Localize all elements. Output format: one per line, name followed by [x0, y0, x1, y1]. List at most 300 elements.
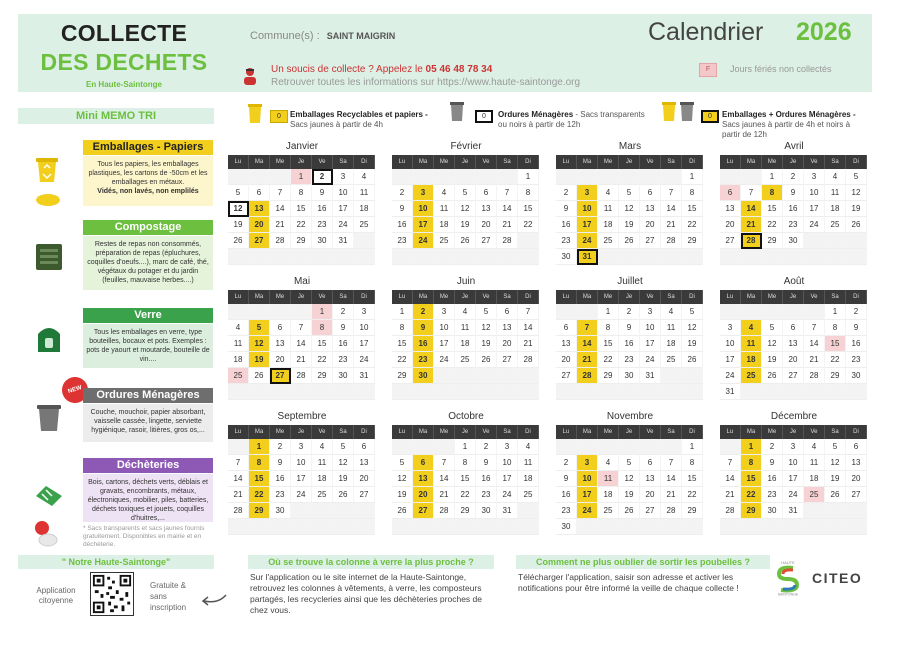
day-cell: 5: [228, 185, 249, 201]
day-cell: 8: [291, 185, 312, 201]
empty-day-cell: [455, 169, 476, 185]
grey-bin-icon: [32, 400, 66, 434]
empty-day-cell: [249, 249, 270, 265]
empty-day-cell: [762, 304, 783, 320]
qr-code[interactable]: [90, 572, 134, 616]
day-cell: 15: [682, 471, 703, 487]
free-label: Gratuite & sans inscription: [150, 581, 187, 612]
day-cell: 7: [804, 320, 825, 336]
month-6: [556, 276, 704, 400]
day-cell: 28: [661, 233, 682, 249]
category-compostage-head: Compostage: [83, 220, 213, 235]
weekday-header: Ma: [577, 425, 598, 439]
day-cell: 1: [741, 439, 762, 455]
empty-day-cell: [354, 519, 375, 535]
day-cell: 7: [497, 185, 518, 201]
day-cell: 30: [619, 368, 640, 384]
empty-day-cell: [577, 384, 598, 400]
day-cell: 15: [741, 471, 762, 487]
weekday-header: Di: [354, 425, 375, 439]
weekday-header: Me: [270, 155, 291, 169]
day-cell: 10: [354, 320, 375, 336]
day-cell: 10: [804, 185, 825, 201]
month-grid: [392, 290, 540, 400]
empty-day-cell: [291, 503, 312, 519]
empty-day-cell: [434, 249, 455, 265]
day-cell: 7: [270, 185, 291, 201]
empty-day-cell: [825, 519, 846, 535]
month-4: [228, 276, 376, 400]
empty-day-cell: [640, 249, 661, 265]
day-cell: 22: [455, 487, 476, 503]
weekday-header: Sa: [497, 425, 518, 439]
empty-day-cell: [741, 519, 762, 535]
day-cell: 16: [392, 217, 413, 233]
day-cell: 21: [518, 336, 539, 352]
day-cell: 30: [762, 503, 783, 519]
weekday-header: Di: [682, 155, 703, 169]
empty-day-cell: [270, 304, 291, 320]
day-cell: 31: [577, 249, 598, 265]
month-name: Février: [450, 141, 482, 152]
day-cell: 6: [720, 185, 741, 201]
category-om-head: Ordures Ménagères: [83, 388, 213, 403]
legend-both-sub: Sacs jaunes à partir de 4h et noirs à partir de 12h: [722, 120, 851, 139]
day-cell: 9: [312, 185, 333, 201]
day-cell: 19: [392, 487, 413, 503]
empty-day-cell: [413, 439, 434, 455]
empty-day-cell: [392, 249, 413, 265]
category-emballages-head: Emballages - Papiers: [83, 140, 213, 155]
empty-day-cell: [556, 304, 577, 320]
empty-day-cell: [434, 384, 455, 400]
day-cell: 20: [476, 217, 497, 233]
day-cell: 27: [270, 368, 291, 384]
month-name: Janvier: [285, 141, 319, 152]
weekday-header: Je: [455, 155, 476, 169]
day-cell: 6: [640, 185, 661, 201]
month-7: [720, 276, 868, 400]
day-cell: 5: [455, 185, 476, 201]
brand-line-2: DES DECHETS: [40, 49, 208, 75]
day-cell: 22: [598, 352, 619, 368]
day-cell: 23: [392, 233, 413, 249]
weekday-header: Lu: [228, 425, 249, 439]
day-cell: 21: [434, 487, 455, 503]
yellow-bag-icon: [34, 190, 62, 208]
q1-title: Où se trouve la colonne à verre la plus proche ?: [248, 555, 494, 569]
day-cell: 21: [291, 352, 312, 368]
weekday-header: Me: [434, 290, 455, 304]
day-cell: 14: [228, 471, 249, 487]
header-band: [18, 14, 872, 92]
day-cell: 19: [682, 336, 703, 352]
day-cell: 4: [434, 185, 455, 201]
day-cell: 18: [825, 201, 846, 217]
day-cell: 1: [249, 439, 270, 455]
day-cell: 27: [497, 352, 518, 368]
day-cell: 3: [333, 169, 354, 185]
day-cell: 14: [741, 201, 762, 217]
day-cell: 13: [354, 455, 375, 471]
weekday-header: Me: [434, 155, 455, 169]
day-cell: 23: [783, 217, 804, 233]
day-cell: 30: [476, 503, 497, 519]
day-cell: 19: [846, 201, 867, 217]
day-cell: 14: [497, 201, 518, 217]
month-0: [228, 141, 376, 265]
month-grid: [556, 290, 704, 400]
day-cell: 19: [228, 217, 249, 233]
day-cell: 17: [354, 336, 375, 352]
day-cell: 12: [825, 455, 846, 471]
contact-phone[interactable]: 05 46 48 78 34: [425, 64, 493, 75]
day-cell: 9: [333, 320, 354, 336]
empty-day-cell: [762, 384, 783, 400]
empty-day-cell: [228, 384, 249, 400]
day-cell: 8: [682, 185, 703, 201]
weekday-header: Lu: [720, 425, 741, 439]
weekday-header: Lu: [720, 155, 741, 169]
day-cell: 24: [434, 352, 455, 368]
day-cell: 12: [455, 201, 476, 217]
day-cell: 2: [556, 185, 577, 201]
empty-day-cell: [228, 169, 249, 185]
q2-title: Comment ne plus oublier de sortir les poubelles ?: [516, 555, 770, 569]
day-cell: 25: [598, 233, 619, 249]
month-name: Novembre: [606, 411, 654, 422]
day-cell: 3: [577, 455, 598, 471]
day-cell: 18: [354, 201, 375, 217]
day-cell: 7: [741, 185, 762, 201]
empty-day-cell: [228, 519, 249, 535]
legend-yellow-text: [290, 110, 440, 130]
empty-day-cell: [804, 503, 825, 519]
empty-day-cell: [455, 519, 476, 535]
empty-day-cell: [354, 384, 375, 400]
empty-day-cell: [741, 249, 762, 265]
decheterie-icon: [32, 476, 66, 510]
weekday-header: Je: [455, 425, 476, 439]
day-cell: 9: [762, 455, 783, 471]
empty-day-cell: [228, 439, 249, 455]
empty-day-cell: [741, 169, 762, 185]
day-cell: 16: [270, 471, 291, 487]
day-cell: 10: [720, 336, 741, 352]
day-cell: 23: [846, 352, 867, 368]
empty-day-cell: [661, 169, 682, 185]
day-cell: 17: [434, 336, 455, 352]
day-cell: 19: [619, 487, 640, 503]
day-cell: 24: [640, 352, 661, 368]
day-cell: 1: [762, 169, 783, 185]
day-cell: 11: [312, 455, 333, 471]
day-cell: 26: [762, 368, 783, 384]
day-cell: 6: [249, 185, 270, 201]
weekday-header: Ma: [249, 155, 270, 169]
day-cell: 27: [413, 503, 434, 519]
day-cell: 4: [518, 439, 539, 455]
month-8: [228, 411, 376, 535]
empty-day-cell: [556, 169, 577, 185]
day-cell: 22: [518, 217, 539, 233]
day-cell: 20: [249, 217, 270, 233]
day-cell: 28: [661, 503, 682, 519]
empty-day-cell: [392, 519, 413, 535]
weekday-header: Me: [762, 155, 783, 169]
day-cell: 17: [720, 352, 741, 368]
day-cell: 28: [270, 233, 291, 249]
empty-day-cell: [598, 519, 619, 535]
day-cell: 14: [270, 201, 291, 217]
day-cell: 26: [619, 233, 640, 249]
day-cell: 12: [619, 471, 640, 487]
empty-day-cell: [556, 384, 577, 400]
day-cell: 9: [556, 201, 577, 217]
weekday-header: Je: [291, 290, 312, 304]
day-cell: 28: [518, 352, 539, 368]
day-cell: 17: [413, 217, 434, 233]
day-cell: 2: [270, 439, 291, 455]
citeo-logo: CITEO: [812, 570, 863, 586]
glass-container-icon: [32, 320, 66, 354]
empty-day-cell: [661, 384, 682, 400]
day-cell: 1: [392, 304, 413, 320]
weekday-header: Ve: [312, 155, 333, 169]
weekday-header: Lu: [392, 290, 413, 304]
day-cell: 18: [228, 352, 249, 368]
day-cell: 2: [762, 439, 783, 455]
day-cell: 22: [312, 352, 333, 368]
month-grid: [720, 290, 868, 400]
empty-day-cell: [497, 519, 518, 535]
day-cell: 21: [661, 487, 682, 503]
day-cell: 22: [249, 487, 270, 503]
empty-day-cell: [804, 304, 825, 320]
day-cell: 14: [720, 471, 741, 487]
weekday-header: Sa: [333, 155, 354, 169]
day-cell: 2: [392, 185, 413, 201]
day-cell: 29: [741, 503, 762, 519]
day-cell: 22: [741, 487, 762, 503]
day-cell: 1: [682, 439, 703, 455]
day-cell: 20: [413, 487, 434, 503]
empty-day-cell: [825, 233, 846, 249]
weekday-header: Lu: [556, 290, 577, 304]
day-cell: 24: [413, 233, 434, 249]
day-cell: 21: [270, 217, 291, 233]
weekday-header: Me: [270, 290, 291, 304]
q1-body: Sur l'application ou le site internet de la Haute-Saintonge, retrouvez les colonnes à vêtements, à verre, les composteurs partagés, les recycleries ainsi que les déchèteries proches de chez vous.: [250, 572, 482, 615]
day-cell: 13: [413, 471, 434, 487]
weekday-header: Je: [619, 290, 640, 304]
day-cell: 27: [783, 368, 804, 384]
day-cell: 26: [682, 352, 703, 368]
day-cell: 13: [640, 201, 661, 217]
commune-value: SAINT MAIGRIN: [326, 31, 396, 41]
weekday-header: Lu: [228, 290, 249, 304]
commune-line: [250, 30, 395, 42]
weekday-header: Ve: [476, 155, 497, 169]
day-cell: 28: [577, 368, 598, 384]
day-cell: 24: [354, 352, 375, 368]
legend-both-title: Emballages + Ordures Ménagères -: [722, 110, 856, 119]
day-cell: 7: [577, 320, 598, 336]
empty-day-cell: [291, 384, 312, 400]
day-cell: 30: [846, 368, 867, 384]
day-cell: 27: [720, 233, 741, 249]
empty-day-cell: [783, 304, 804, 320]
day-cell: 28: [720, 503, 741, 519]
empty-day-cell: [497, 249, 518, 265]
day-cell: 1: [455, 439, 476, 455]
day-cell: 15: [598, 336, 619, 352]
weekday-header: Ma: [741, 290, 762, 304]
day-cell: 26: [455, 233, 476, 249]
day-cell: 18: [598, 487, 619, 503]
day-cell: 15: [291, 201, 312, 217]
day-cell: 21: [497, 217, 518, 233]
day-cell: 20: [640, 217, 661, 233]
day-cell: 26: [228, 233, 249, 249]
new-bag-icon: [34, 520, 58, 548]
month-grid: [228, 155, 376, 265]
day-cell: 25: [434, 233, 455, 249]
day-cell: 27: [476, 233, 497, 249]
day-cell: 14: [577, 336, 598, 352]
month-name: Juin: [456, 276, 476, 287]
empty-day-cell: [577, 304, 598, 320]
day-cell: 10: [577, 201, 598, 217]
day-cell: 25: [228, 368, 249, 384]
contact-line: [271, 64, 492, 75]
day-cell: 7: [518, 304, 539, 320]
day-cell: 8: [741, 455, 762, 471]
day-cell: 26: [476, 352, 497, 368]
day-cell: 4: [741, 320, 762, 336]
day-cell: 26: [333, 487, 354, 503]
day-cell: 30: [312, 233, 333, 249]
day-cell: 19: [333, 471, 354, 487]
empty-day-cell: [270, 249, 291, 265]
day-cell: 23: [619, 352, 640, 368]
empty-day-cell: [291, 519, 312, 535]
legend-yellow-bin-icon: [246, 102, 264, 124]
weekday-header: Di: [682, 290, 703, 304]
day-cell: 15: [825, 336, 846, 352]
empty-day-cell: [270, 519, 291, 535]
category-verre-body: Tous les emballages en verre, type bouteilles, bocaux et pots. Exemples : pots de yaourt et moutarde, bouteille de vin....: [83, 324, 213, 368]
day-cell: 24: [291, 487, 312, 503]
day-cell: 23: [556, 503, 577, 519]
day-cell: 18: [518, 471, 539, 487]
weekday-header: Je: [291, 425, 312, 439]
empty-day-cell: [640, 519, 661, 535]
day-cell: 2: [413, 304, 434, 320]
legend-grey-bin-icon: [448, 100, 466, 122]
empty-day-cell: [455, 249, 476, 265]
month-2: [556, 141, 704, 265]
day-cell: 3: [720, 320, 741, 336]
day-cell: 4: [661, 304, 682, 320]
day-cell: 17: [333, 201, 354, 217]
month-name: Mars: [618, 141, 642, 152]
day-cell: 2: [783, 169, 804, 185]
day-cell: 5: [392, 455, 413, 471]
commune-label: Commune(s) :: [250, 30, 320, 42]
day-cell: 21: [741, 217, 762, 233]
day-cell: 13: [270, 336, 291, 352]
day-cell: 14: [434, 471, 455, 487]
empty-day-cell: [556, 439, 577, 455]
empty-day-cell: [291, 304, 312, 320]
day-cell: 27: [354, 487, 375, 503]
empty-day-cell: [497, 384, 518, 400]
weekday-header: Lu: [228, 155, 249, 169]
empty-day-cell: [598, 169, 619, 185]
day-cell: 20: [783, 352, 804, 368]
day-cell: 4: [455, 304, 476, 320]
category-compostage-body: Restes de repas non consommés, préparation de repas (épluchures, coquilles d'oeufs....), marc de café, thé, végétaux du potager et du jardin (feuilles, mauvaise herbes....): [83, 236, 213, 290]
day-cell: 2: [333, 304, 354, 320]
empty-day-cell: [312, 249, 333, 265]
weekday-header: Sa: [825, 290, 846, 304]
day-cell: 18: [741, 352, 762, 368]
weekday-header: Lu: [556, 155, 577, 169]
empty-day-cell: [476, 519, 497, 535]
arrow-left-icon: [200, 592, 228, 606]
day-cell: 10: [497, 455, 518, 471]
month-grid: [720, 155, 868, 265]
day-cell: 4: [228, 320, 249, 336]
empty-day-cell: [392, 384, 413, 400]
composter-icon: [32, 240, 66, 274]
empty-day-cell: [518, 249, 539, 265]
empty-day-cell: [518, 519, 539, 535]
empty-day-cell: [291, 249, 312, 265]
day-cell: 24: [497, 487, 518, 503]
day-cell: 31: [354, 368, 375, 384]
weekday-header: Me: [598, 155, 619, 169]
day-cell: 24: [720, 368, 741, 384]
day-cell: 29: [392, 368, 413, 384]
empty-day-cell: [497, 169, 518, 185]
day-cell: 25: [312, 487, 333, 503]
weekday-header: Sa: [661, 425, 682, 439]
contact-web[interactable]: Retrouver toutes les informations sur https://www.haute-saintonge.org: [271, 77, 581, 88]
empty-day-cell: [619, 169, 640, 185]
category-om-body: Couche, mouchoir, papier absorbant, vaisselle cassée, lingette, serviette hygiénique, rasoir, litières, gros os,...: [83, 404, 213, 442]
month-name: Avril: [784, 141, 804, 152]
day-cell: 4: [598, 185, 619, 201]
day-cell: 6: [270, 320, 291, 336]
day-cell: 13: [249, 201, 270, 217]
memo-title: Mini MEMO TRI: [18, 108, 214, 124]
day-cell: 10: [783, 455, 804, 471]
day-cell: 14: [804, 336, 825, 352]
day-cell: 18: [598, 217, 619, 233]
day-cell: 11: [661, 320, 682, 336]
day-cell: 1: [682, 169, 703, 185]
day-cell: 12: [333, 455, 354, 471]
weekday-header: Ma: [413, 425, 434, 439]
month-name: Décembre: [770, 411, 818, 422]
day-cell: 10: [434, 320, 455, 336]
empty-day-cell: [476, 169, 497, 185]
weekday-header: Ve: [476, 290, 497, 304]
day-cell: 8: [598, 320, 619, 336]
weekday-header: Ma: [249, 290, 270, 304]
